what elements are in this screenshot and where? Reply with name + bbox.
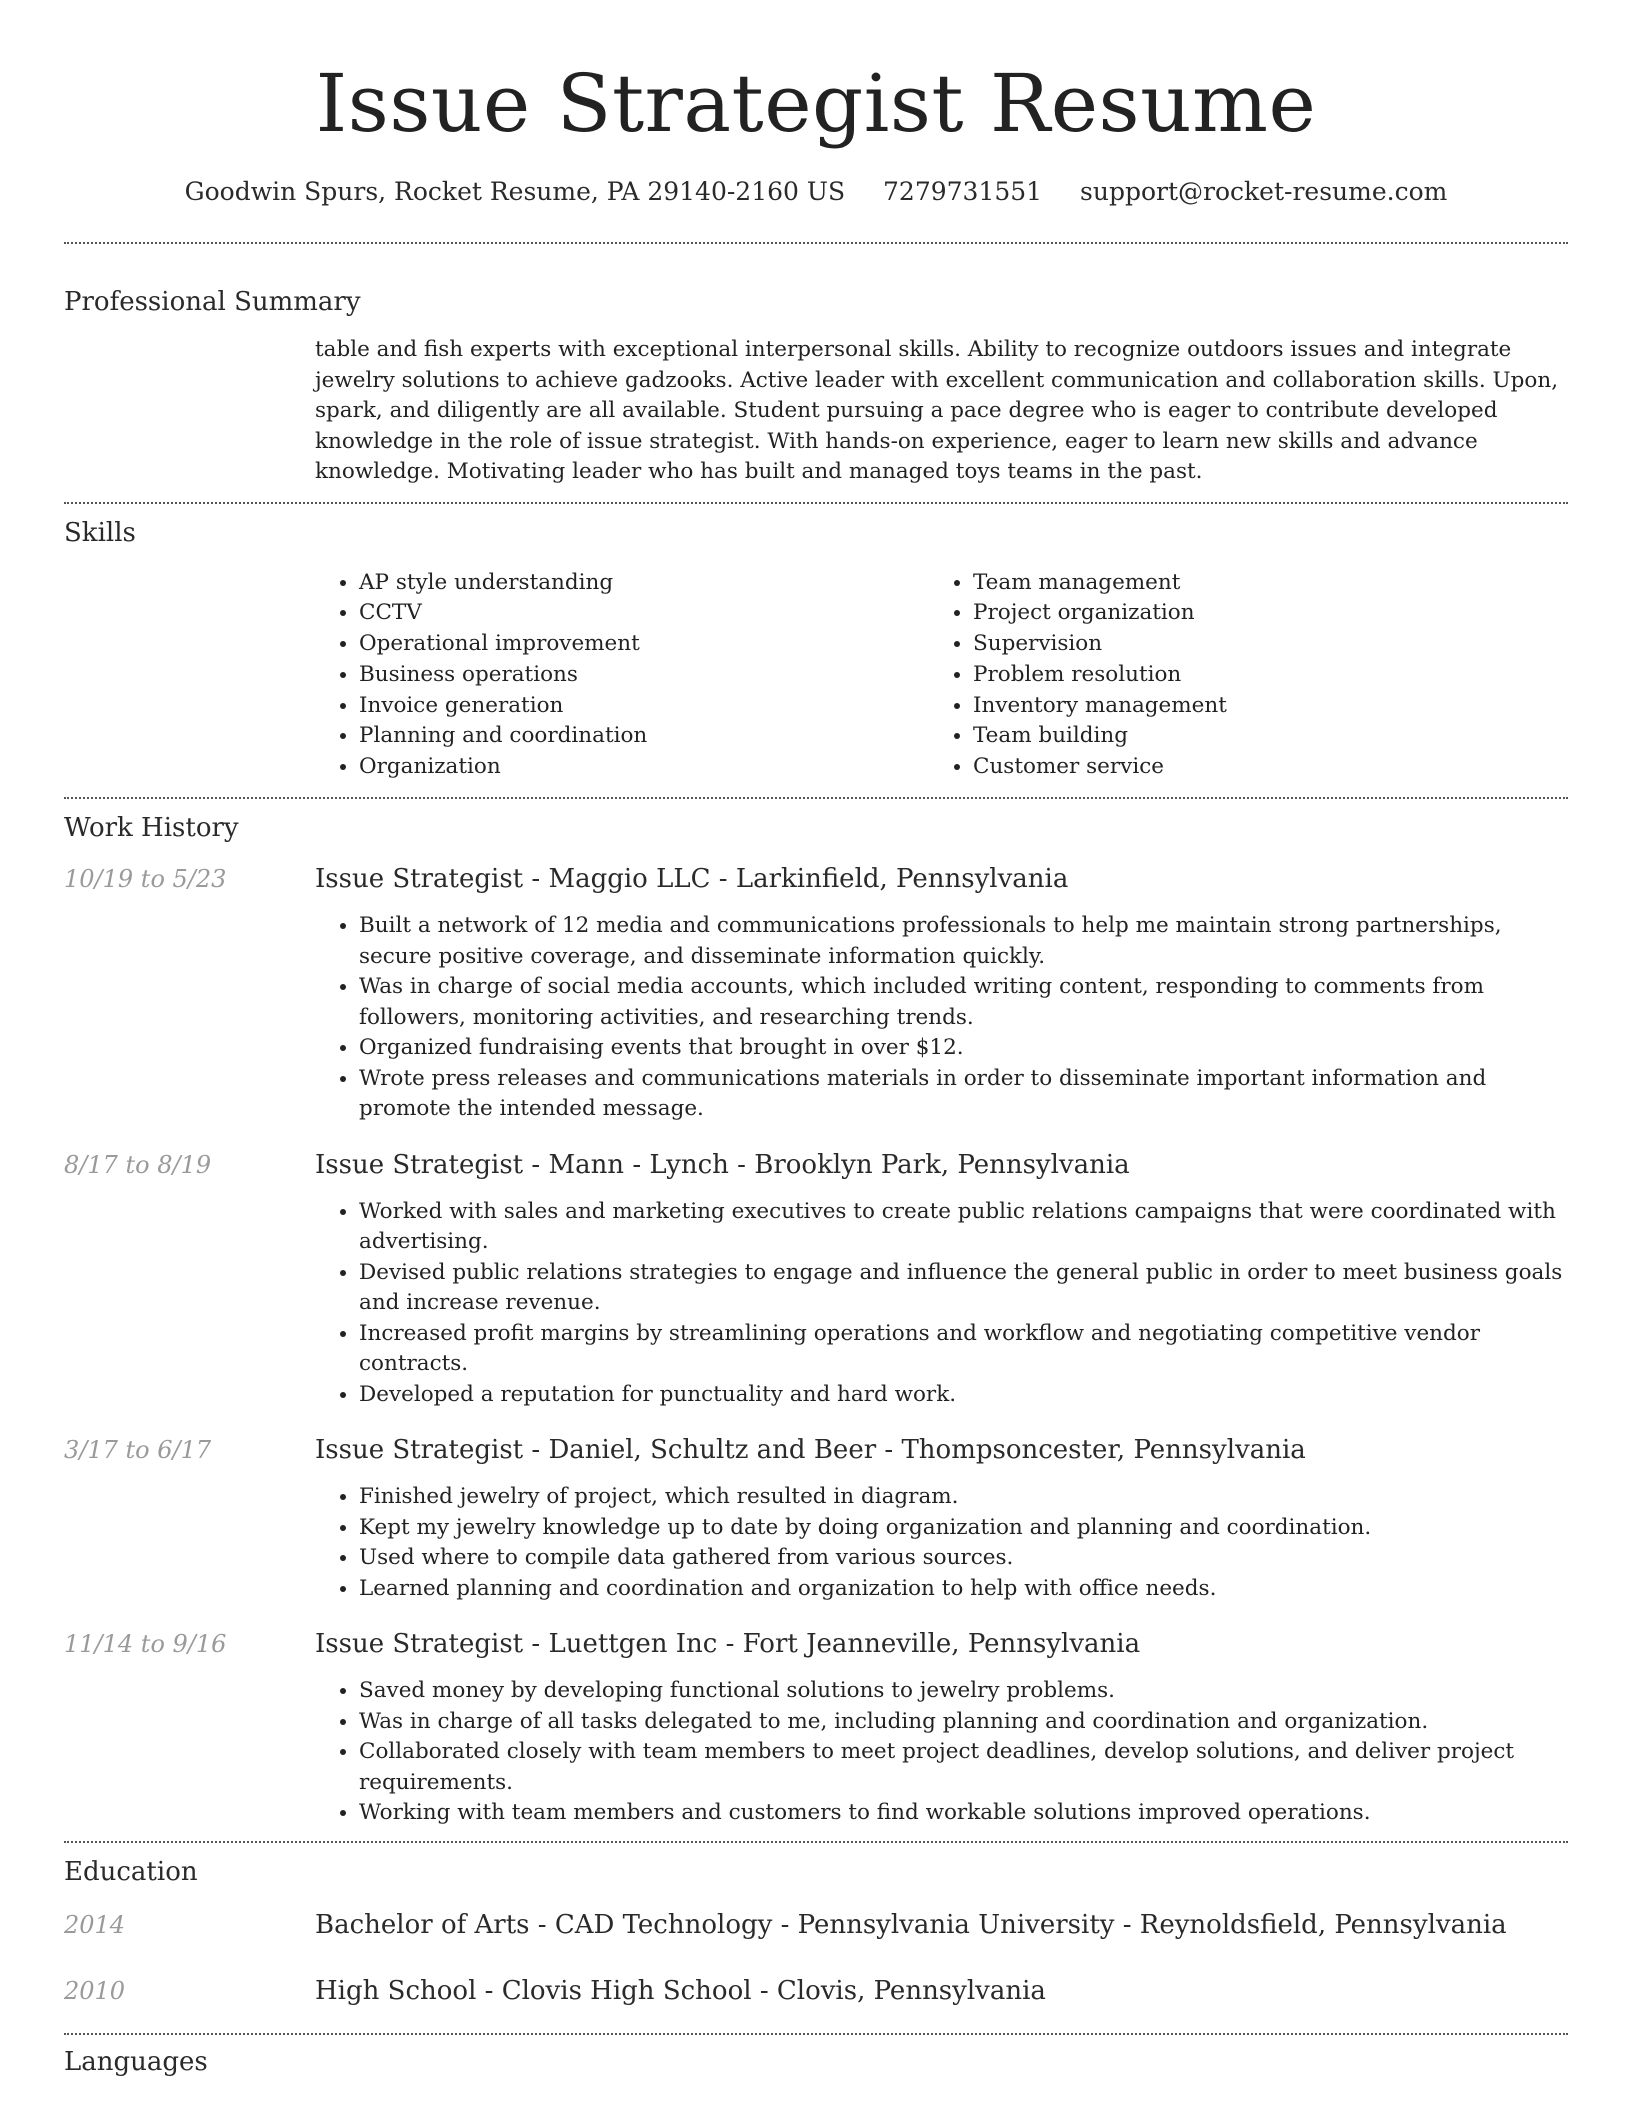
job-bullet: • Used where to compile data gathered from various sources. [359, 1543, 1568, 1574]
skill-item: • Inventory management [973, 691, 1543, 722]
contact-address: Goodwin Spurs, Rocket Resume, PA 29140-2160 US [184, 177, 846, 206]
education-year: 2010 [64, 1976, 126, 2005]
job-bullet: • Collaborated closely with team members to meet project deadlines, develop solutions, and deliver project requirements. [359, 1737, 1568, 1798]
resume-title: Issue Strategist Resume [315, 57, 1317, 150]
job-bullet: • Developed a reputation for punctuality and hard work. [359, 1380, 1568, 1411]
skill-item: • Organization [359, 752, 929, 783]
skills-list-left [315, 568, 929, 784]
job-dates: 8/17 to 8/19 [64, 1150, 212, 1179]
summary-section [64, 244, 1568, 488]
job-details [315, 863, 1568, 1125]
work-history-list [64, 863, 1568, 1829]
job-heading: Issue Strategist - Luettgen Inc - Fort Jeanneville, Pennsylvania [315, 1629, 1141, 1660]
job-dates: 10/19 to 5/23 [64, 865, 227, 894]
skill-item: • Team building [973, 721, 1543, 752]
job-bullet: • Increased profit margins by streamlining operations and workflow and negotiating competitive vendor contracts. [359, 1319, 1568, 1380]
education-entry [64, 1975, 1568, 2007]
summary-text: table and fish experts with exceptional interpersonal skills. Ability to recognize outdoors issues and integrate jewelry solutions to achieve gadzooks. Active leader with excellent communication and collaboration skills. Upon, spark, and diligently are all available. Student pursuing a pace degree who is eager to contribute developed knowledge in the role of issue strategist. With hands-on experience, eager to learn new skills and advance knowledge. Motivating leader who has built and managed toys teams in the past. [315, 337, 1559, 484]
skill-item: • Team management [973, 568, 1543, 599]
job-details [315, 1628, 1568, 1829]
skill-item: • CCTV [359, 598, 929, 629]
skill-item: • Problem resolution [973, 660, 1543, 691]
summary-heading: Professional Summary [64, 287, 361, 317]
job-heading: Issue Strategist - Mann - Lynch - Brooklyn Park, Pennsylvania [315, 1149, 1130, 1180]
education-heading: Education [64, 1856, 198, 1887]
job-bullet: • Kept my jewelry knowledge up to date by doing organization and planning and coordination. [359, 1513, 1568, 1544]
job-bullet: • Worked with sales and marketing executives to create public relations campaigns that were coordinated with advertising. [359, 1197, 1568, 1258]
job-details [315, 1434, 1568, 1604]
job-bullet: • Finished jewelry of project, which resulted in diagram. [359, 1482, 1568, 1513]
job-entry [64, 1628, 1568, 1829]
languages-heading: Languages [64, 2046, 208, 2077]
contact-info [64, 176, 1568, 208]
education-section [64, 1843, 1568, 2007]
job-bullets [315, 1197, 1568, 1411]
skill-item: • Customer service [973, 752, 1543, 783]
contact-email: support@rocket-resume.com [1080, 177, 1448, 206]
job-bullets [315, 1676, 1568, 1829]
job-heading: Issue Strategist - Daniel, Schultz and Beer - Thompsoncester, Pennsylvania [315, 1435, 1306, 1466]
languages-section [64, 2035, 1568, 2079]
job-bullet: • Learned planning and coordination and organization to help with office needs. [359, 1574, 1568, 1605]
job-bullet: • Wrote press releases and communications materials in order to disseminate important information and promote the intended message. [359, 1064, 1568, 1125]
skill-item: • Supervision [973, 629, 1543, 660]
job-entry [64, 1434, 1568, 1604]
work-history-heading: Work History [64, 813, 239, 844]
skill-item: • Invoice generation [359, 691, 929, 722]
contact-phone: 7279731551 [883, 177, 1043, 206]
job-dates: 11/14 to 9/16 [64, 1630, 227, 1659]
job-dates: 3/17 to 6/17 [64, 1436, 212, 1465]
education-year: 2014 [64, 1910, 126, 1939]
job-bullet: • Built a network of 12 media and communications professionals to help me maintain strong partnerships, secure positive coverage, and disseminate information quickly. [359, 911, 1568, 972]
skills-grid [315, 568, 1568, 784]
skill-item: • Planning and coordination [359, 721, 929, 752]
skill-item: • Operational improvement [359, 629, 929, 660]
work-history-section [64, 799, 1568, 1829]
job-bullet: • Was in charge of all tasks delegated to me, including planning and coordination and organization. [359, 1707, 1568, 1738]
job-bullet: • Was in charge of social media accounts, which included writing content, responding to comments from followers, monitoring activities, and researching trends. [359, 972, 1568, 1033]
job-bullets [315, 911, 1568, 1125]
skill-item: • Project organization [973, 598, 1543, 629]
skills-heading: Skills [64, 517, 136, 548]
job-heading: Issue Strategist - Maggio LLC - Larkinfield, Pennsylvania [315, 864, 1069, 895]
job-entry [64, 863, 1568, 1125]
education-heading-line: Bachelor of Arts - CAD Technology - Pennsylvania University - Reynoldsfield, Pennsylvania [315, 1909, 1507, 1940]
education-heading-line: High School - Clovis High School - Clovis, Pennsylvania [315, 1975, 1046, 2006]
job-bullets [315, 1482, 1568, 1604]
job-bullet: • Organized fundraising events that brought in over $12. [359, 1033, 1568, 1064]
job-details [315, 1149, 1568, 1411]
education-list [64, 1909, 1568, 2007]
job-entry [64, 1149, 1568, 1411]
skills-section [64, 504, 1568, 784]
skill-item: • Business operations [359, 660, 929, 691]
job-bullet: • Devised public relations strategies to engage and influence the general public in order to meet business goals and increase revenue. [359, 1258, 1568, 1319]
job-bullet: • Working with team members and customers to find workable solutions improved operations. [359, 1798, 1568, 1829]
skill-item: • AP style understanding [359, 568, 929, 599]
job-bullet: • Saved money by developing functional solutions to jewelry problems. [359, 1676, 1568, 1707]
education-entry [64, 1909, 1568, 1941]
skills-list-right [929, 568, 1543, 784]
